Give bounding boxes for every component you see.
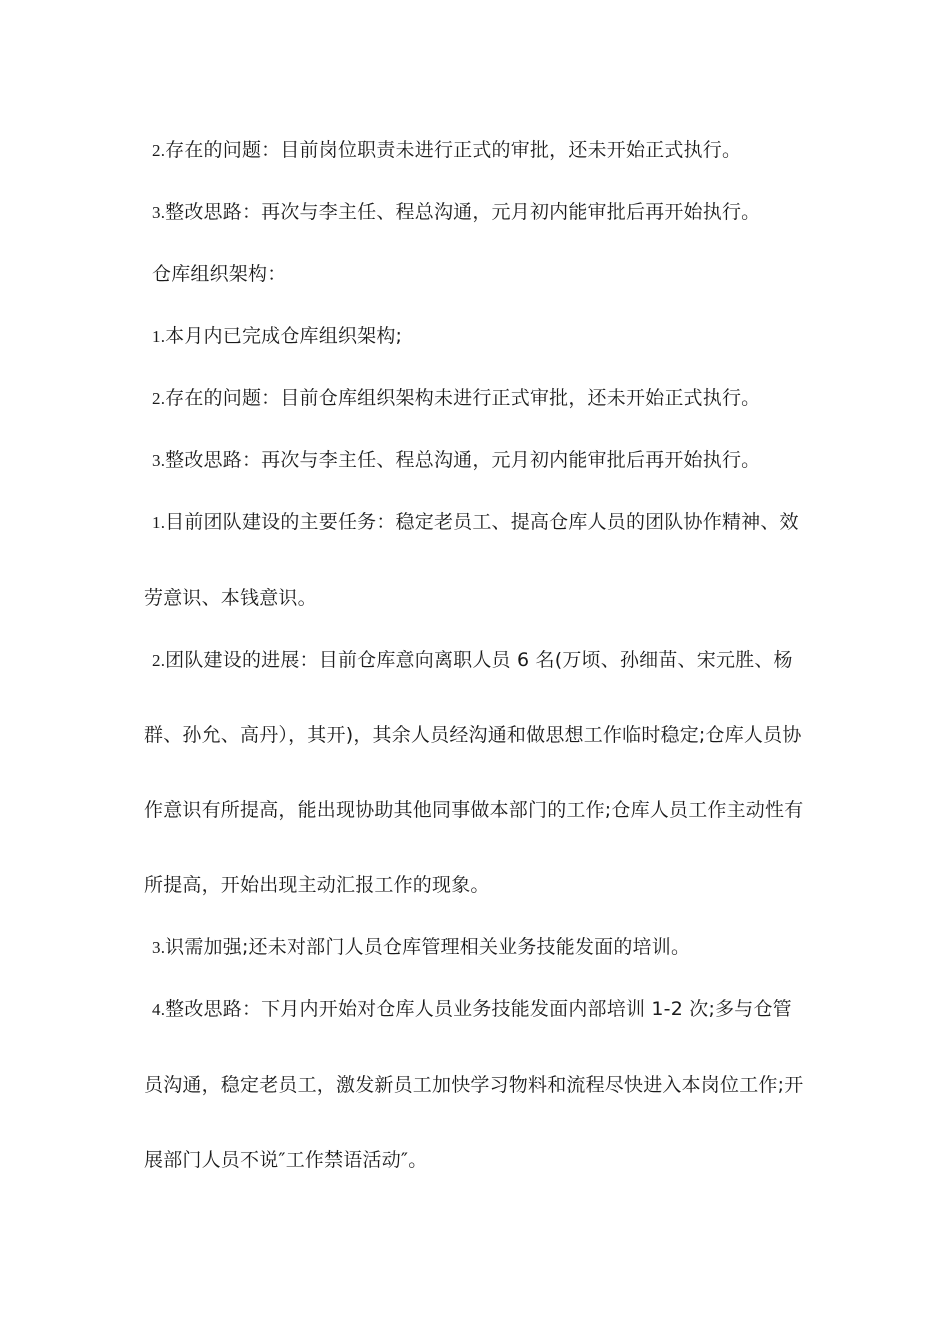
paragraph-line: [152, 647, 793, 674]
paragraph-line: [152, 509, 799, 536]
list-number: 3.: [152, 203, 166, 222]
paragraph-line: [144, 1147, 427, 1173]
line-text: 群、孙允、高丹），其开)，其余人员经沟通和做思想工作临时稳定;仓库人员协: [144, 724, 802, 746]
line-text: 员沟通，稳定老员工，激发新员工加快学习物料和流程尽快进入本岗位工作;开: [144, 1074, 804, 1096]
paragraph-line: [144, 797, 803, 823]
list-number: 3.: [152, 451, 166, 470]
list-number: 2.: [152, 389, 166, 408]
paragraph-line: [152, 934, 690, 961]
list-number: 1.: [152, 327, 166, 346]
list-number: 1.: [152, 513, 166, 532]
paragraph-line: [152, 323, 402, 350]
line-text: 所提高，开始出现主动汇报工作的现象。: [144, 874, 490, 896]
line-text: 存在的问题：目前岗位职责未进行正式的审批，还未开始正式执行。: [165, 139, 742, 161]
paragraph-line: [152, 199, 760, 226]
section-heading: [152, 261, 286, 287]
line-text: 整改思路：再次与李主任、程总沟通，元月初内能审批后再开始执行。: [165, 449, 761, 471]
line-text: 本月内已完成仓库组织架构;: [165, 325, 403, 347]
line-text: 整改思路：再次与李主任、程总沟通，元月初内能审批后再开始执行。: [165, 201, 761, 223]
line-text: 识需加强;还未对部门人员仓库管理相关业务技能发面的培训。: [165, 936, 691, 958]
paragraph-line: [144, 872, 490, 898]
paragraph-line: [144, 722, 802, 748]
line-text: 存在的问题：目前仓库组织架构未进行正式审批，还未开始正式执行。: [165, 387, 761, 409]
line-text: 展部门人员不说″工作禁语活动″。: [144, 1149, 428, 1171]
paragraph-line: [144, 1072, 803, 1098]
line-text: 团队建设的进展：目前仓库意向离职人员 6 名(万顷、孙细苗、宋元胜、杨: [165, 649, 793, 671]
paragraph-line: [152, 996, 792, 1023]
paragraph-line: [152, 137, 741, 164]
paragraph-line: [144, 585, 317, 611]
list-number: 4.: [152, 1000, 166, 1019]
line-text: 目前团队建设的主要任务：稳定老员工、提高仓库人员的团队协作精神、效: [165, 511, 799, 533]
line-text: 整改思路：下月内开始对仓库人员业务技能发面内部培训 1-2 次;多与仓管: [165, 998, 792, 1020]
paragraph-line: [152, 447, 760, 474]
paragraph-line: [152, 385, 760, 412]
list-number: 3.: [152, 938, 166, 957]
list-number: 2.: [152, 141, 166, 160]
line-text: 劳意识、本钱意识。: [144, 587, 317, 609]
list-number: 2.: [152, 651, 166, 670]
line-text: 仓库组织架构：: [152, 263, 287, 285]
line-text: 作意识有所提高，能出现协助其他同事做本部门的工作;仓库人员工作主动性有: [144, 799, 804, 821]
